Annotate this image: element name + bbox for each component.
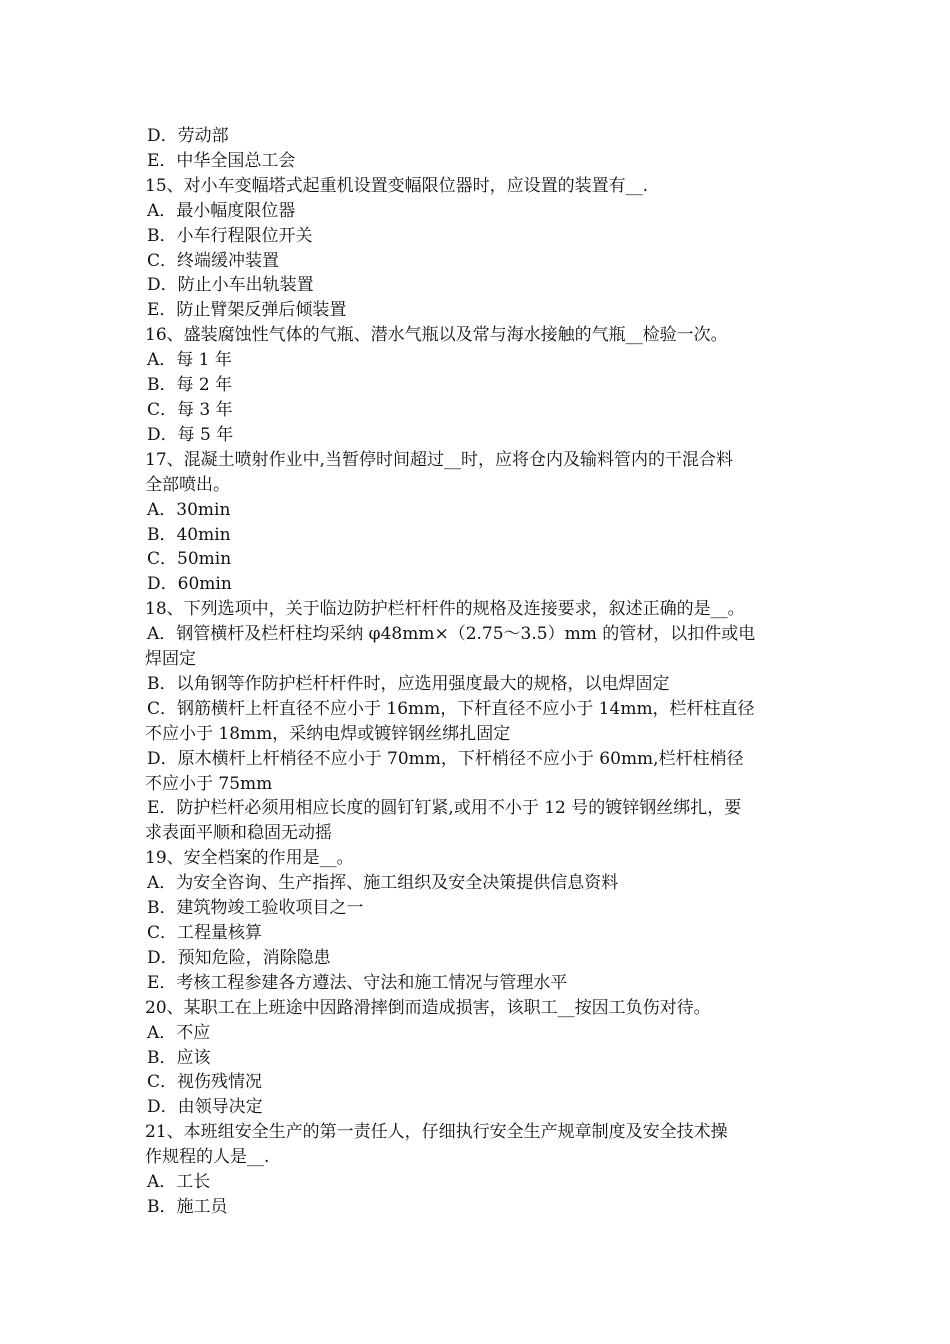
- answer-option-line: A．工长: [147, 1172, 211, 1193]
- question-text-line: 求表面平顺和稳固无动摇: [145, 823, 332, 844]
- answer-option-line: B．小车行程限位开关: [147, 225, 313, 246]
- answer-option-line: D．每 5 年: [147, 424, 234, 445]
- answer-option-line: D．防止小车出轨装置: [147, 275, 314, 296]
- answer-option-line: C．工程量核算: [147, 923, 263, 943]
- answer-option-line: A．30min: [147, 499, 231, 520]
- answer-option-line: B．每 2 年: [147, 375, 233, 396]
- answer-option-line: C．终端缓冲装置: [147, 250, 280, 271]
- question-text-line: 20、某职工在上班途中因路滑摔倒而造成损害，该职工__按因工负伤对待。: [145, 997, 711, 1018]
- question-text-line: 19、安全档案的作用是__。: [145, 848, 354, 869]
- answer-option-line: B．应该: [147, 1047, 211, 1068]
- answer-option-line: C．视伤残情况: [147, 1072, 263, 1093]
- answer-option-line: B．以角钢等作防护栏杆杆件时，应选用强度最大的规格，以电焊固定: [147, 673, 670, 694]
- answer-option-line: D．60min: [147, 574, 232, 595]
- question-text-line: 全部喷出。: [145, 474, 230, 495]
- question-text-line: 不应小于 18mm，采纳电焊或镀锌钢丝绑扎固定: [145, 723, 511, 744]
- question-text-line: 18、下列选项中，关于临边防护栏杆杆件的规格及连接要求，叙述正确的是__。: [145, 599, 745, 620]
- answer-option-line: D．劳动部: [147, 126, 229, 146]
- question-text-line: 21、本班组安全生产的第一责任人，仔细执行安全生产规章制度及安全技术操: [145, 1122, 728, 1143]
- answer-option-line: D．原木横杆上杆梢径不应小于 70mm，下杆梢径不应小于 60mm,栏杆柱梢径: [147, 748, 744, 769]
- answer-option-line: E．考核工程参建各方遵法、守法和施工情况与管理水平: [147, 972, 568, 993]
- answer-option-line: A．钢管横杆及栏杆柱均采纳 φ48mm×（2.75～3.5）mm 的管材，以扣件或电: [147, 624, 756, 645]
- answer-option-line: B．建筑物竣工验收项目之一: [147, 898, 364, 919]
- document-page: [145, 124, 815, 1220]
- answer-option-line: C．每 3 年: [147, 399, 233, 420]
- question-text-line: 15、对小车变幅塔式起重机设置变幅限位器时，应设置的装置有__.: [145, 175, 649, 196]
- question-text-line: 16、盛装腐蚀性气体的气瓶、潜水气瓶以及常与海水接触的气瓶__检验一次。: [145, 325, 728, 346]
- question-text-line: 不应小于 75mm: [145, 773, 273, 794]
- answer-option-line: A．最小幅度限位器: [147, 200, 296, 221]
- answer-option-line: E．防护栏杆必须用相应长度的圆钉钉紧,或用不小于 12 号的镀锌钢丝绑扎，要: [147, 798, 742, 819]
- answer-option-line: D．预知危险，消除隐患: [147, 947, 331, 968]
- question-text-line: 焊固定: [145, 649, 196, 670]
- answer-option-line: D．由领导决定: [147, 1097, 263, 1118]
- answer-option-line: A．为安全咨询、生产指挥、施工组织及安全决策提供信息资料: [147, 873, 619, 894]
- answer-option-line: A．每 1 年: [147, 350, 232, 371]
- answer-option-line: E．防止臂架反弹后倾装置: [147, 300, 347, 321]
- answer-option-line: B．施工员: [147, 1196, 228, 1217]
- answer-option-line: E．中华全国总工会: [147, 150, 296, 171]
- answer-option-line: C．50min: [147, 549, 232, 570]
- answer-option-line: A．不应: [147, 1022, 211, 1043]
- answer-option-line: C．钢筋横杆上杆直径不应小于 16mm，下杆直径不应小于 14mm，栏杆柱直径: [147, 698, 755, 719]
- question-text-line: 作规程的人是__.: [145, 1147, 270, 1168]
- question-text-line: 17、混凝土喷射作业中,当暂停时间超过__时，应将仓内及输料管内的干混合料: [145, 449, 734, 470]
- answer-option-line: B．40min: [147, 524, 231, 545]
